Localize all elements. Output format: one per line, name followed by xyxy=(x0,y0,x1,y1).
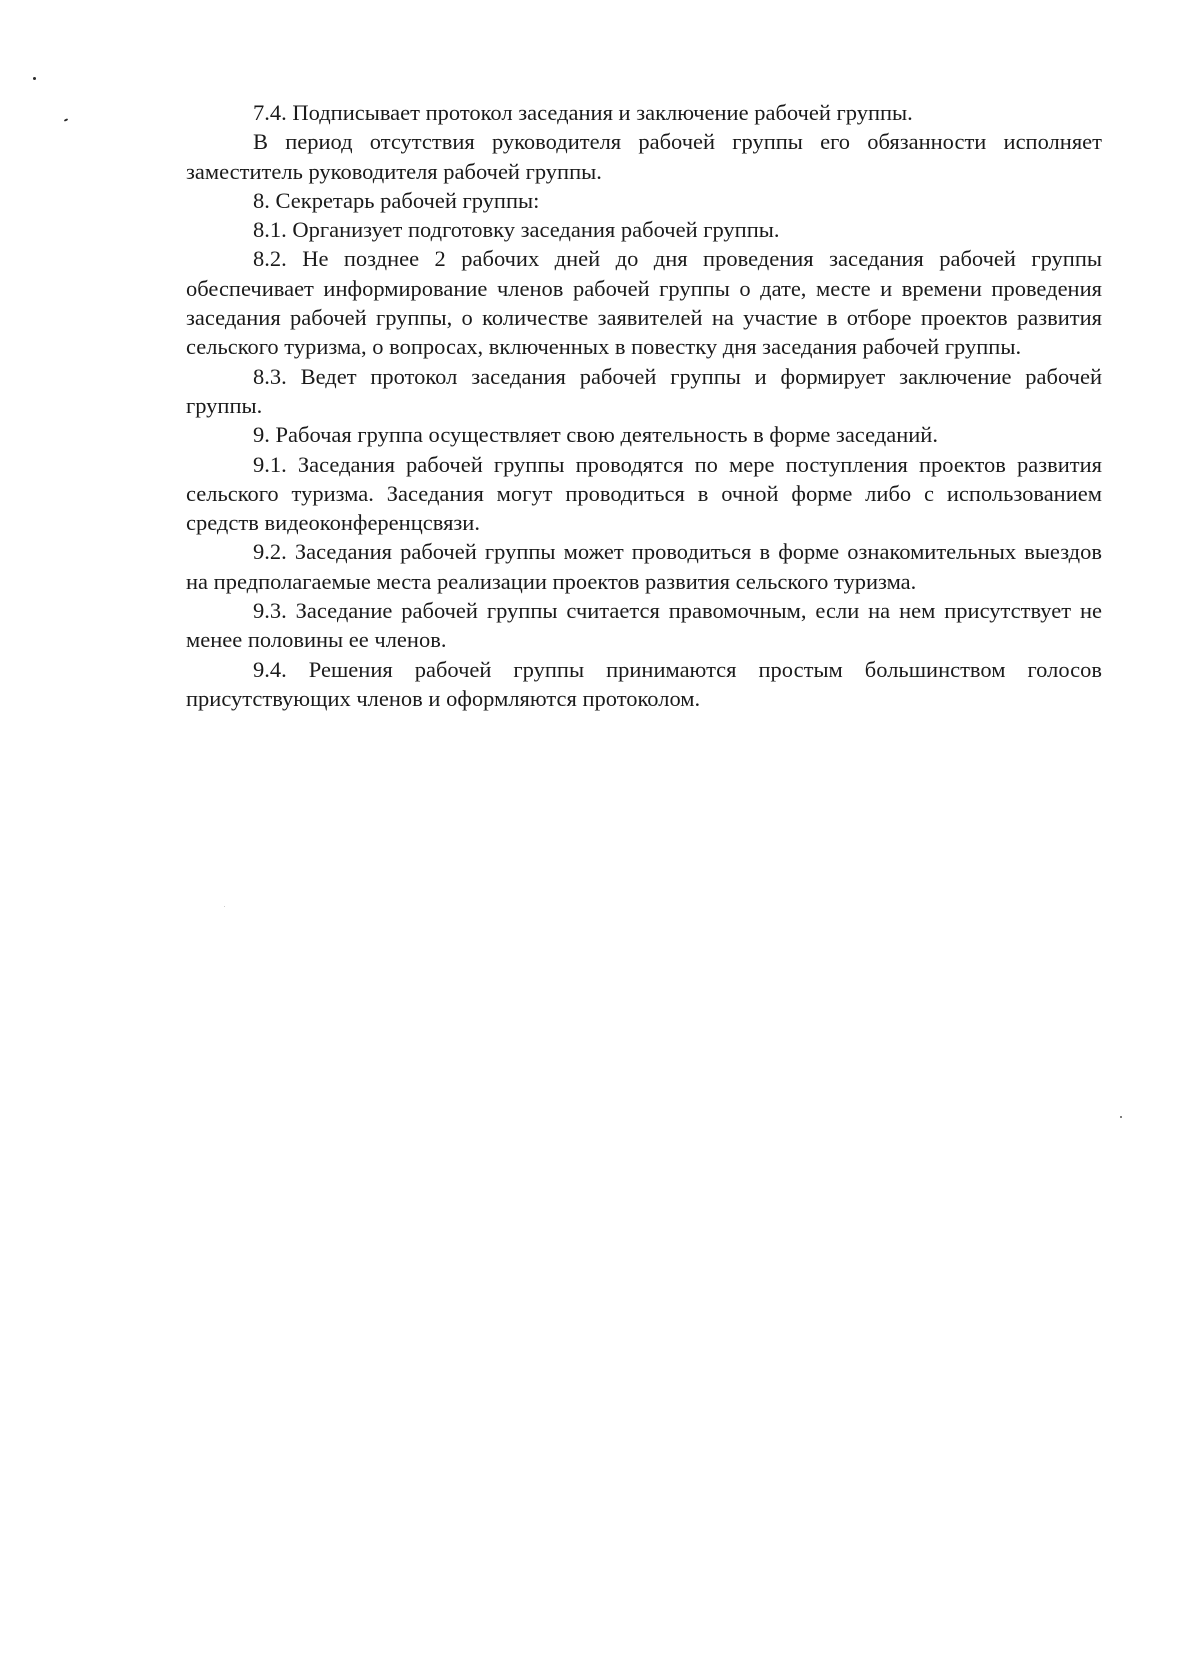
paragraph-9: 9. Рабочая группа осуществляет свою деятельность в форме заседаний. xyxy=(253,422,938,448)
paragraph-9-2: 9.2. Заседания рабочей группы может проводиться в форме ознакомительных выездов на предполагаемые места реализации проектов развития сельского туризма. xyxy=(186,539,1102,594)
paragraph-9-1: 9.1. Заседания рабочей группы проводятся по мере поступления проектов развития сельского туризма. Заседания могут проводиться в очной форме либо с использованием средств видеоконференцсвязи. xyxy=(186,451,1102,536)
paragraph-8: 8. Секретарь рабочей группы: xyxy=(253,187,540,213)
paragraph-8-2: 8.2. Не позднее 2 рабочих дней до дня проведения заседания рабочей группы обеспечивает информирование членов рабочей группы о дате, месте и времени проведения заседания рабочей группы, о количестве заявителей на участие в отборе проектов развития сельского туризма, о вопросах, включенных в повестку дня заседания рабочей группы. xyxy=(186,246,1102,360)
paragraph-8-1: 8.1. Организует подготовку заседания рабочей группы. xyxy=(253,217,780,243)
paragraph-7-4: 7.4. Подписывает протокол заседания и заключение рабочей группы. xyxy=(253,100,913,125)
paragraph-8-3: 8.3. Ведет протокол заседания рабочей группы и формирует заключение рабочей группы. xyxy=(186,363,1102,418)
scan-speck xyxy=(224,906,225,907)
paragraph-9-4: 9.4. Решения рабочей группы принимаются простым большинством голосов присутствующих членов и оформляются протоколом. xyxy=(186,656,1102,711)
scan-speck xyxy=(33,77,36,80)
scan-speck xyxy=(1120,1116,1122,1118)
paragraph-deputy-duties: В период отсутствия руководителя рабочей группы его обязанности исполняет заместитель руководителя рабочей группы. xyxy=(186,129,1102,184)
document-body xyxy=(186,98,1102,713)
scan-speck xyxy=(64,118,68,122)
paragraph-9-3: 9.3. Заседание рабочей группы считается правомочным, если на нем присутствует не менее половины ее членов. xyxy=(186,598,1102,653)
